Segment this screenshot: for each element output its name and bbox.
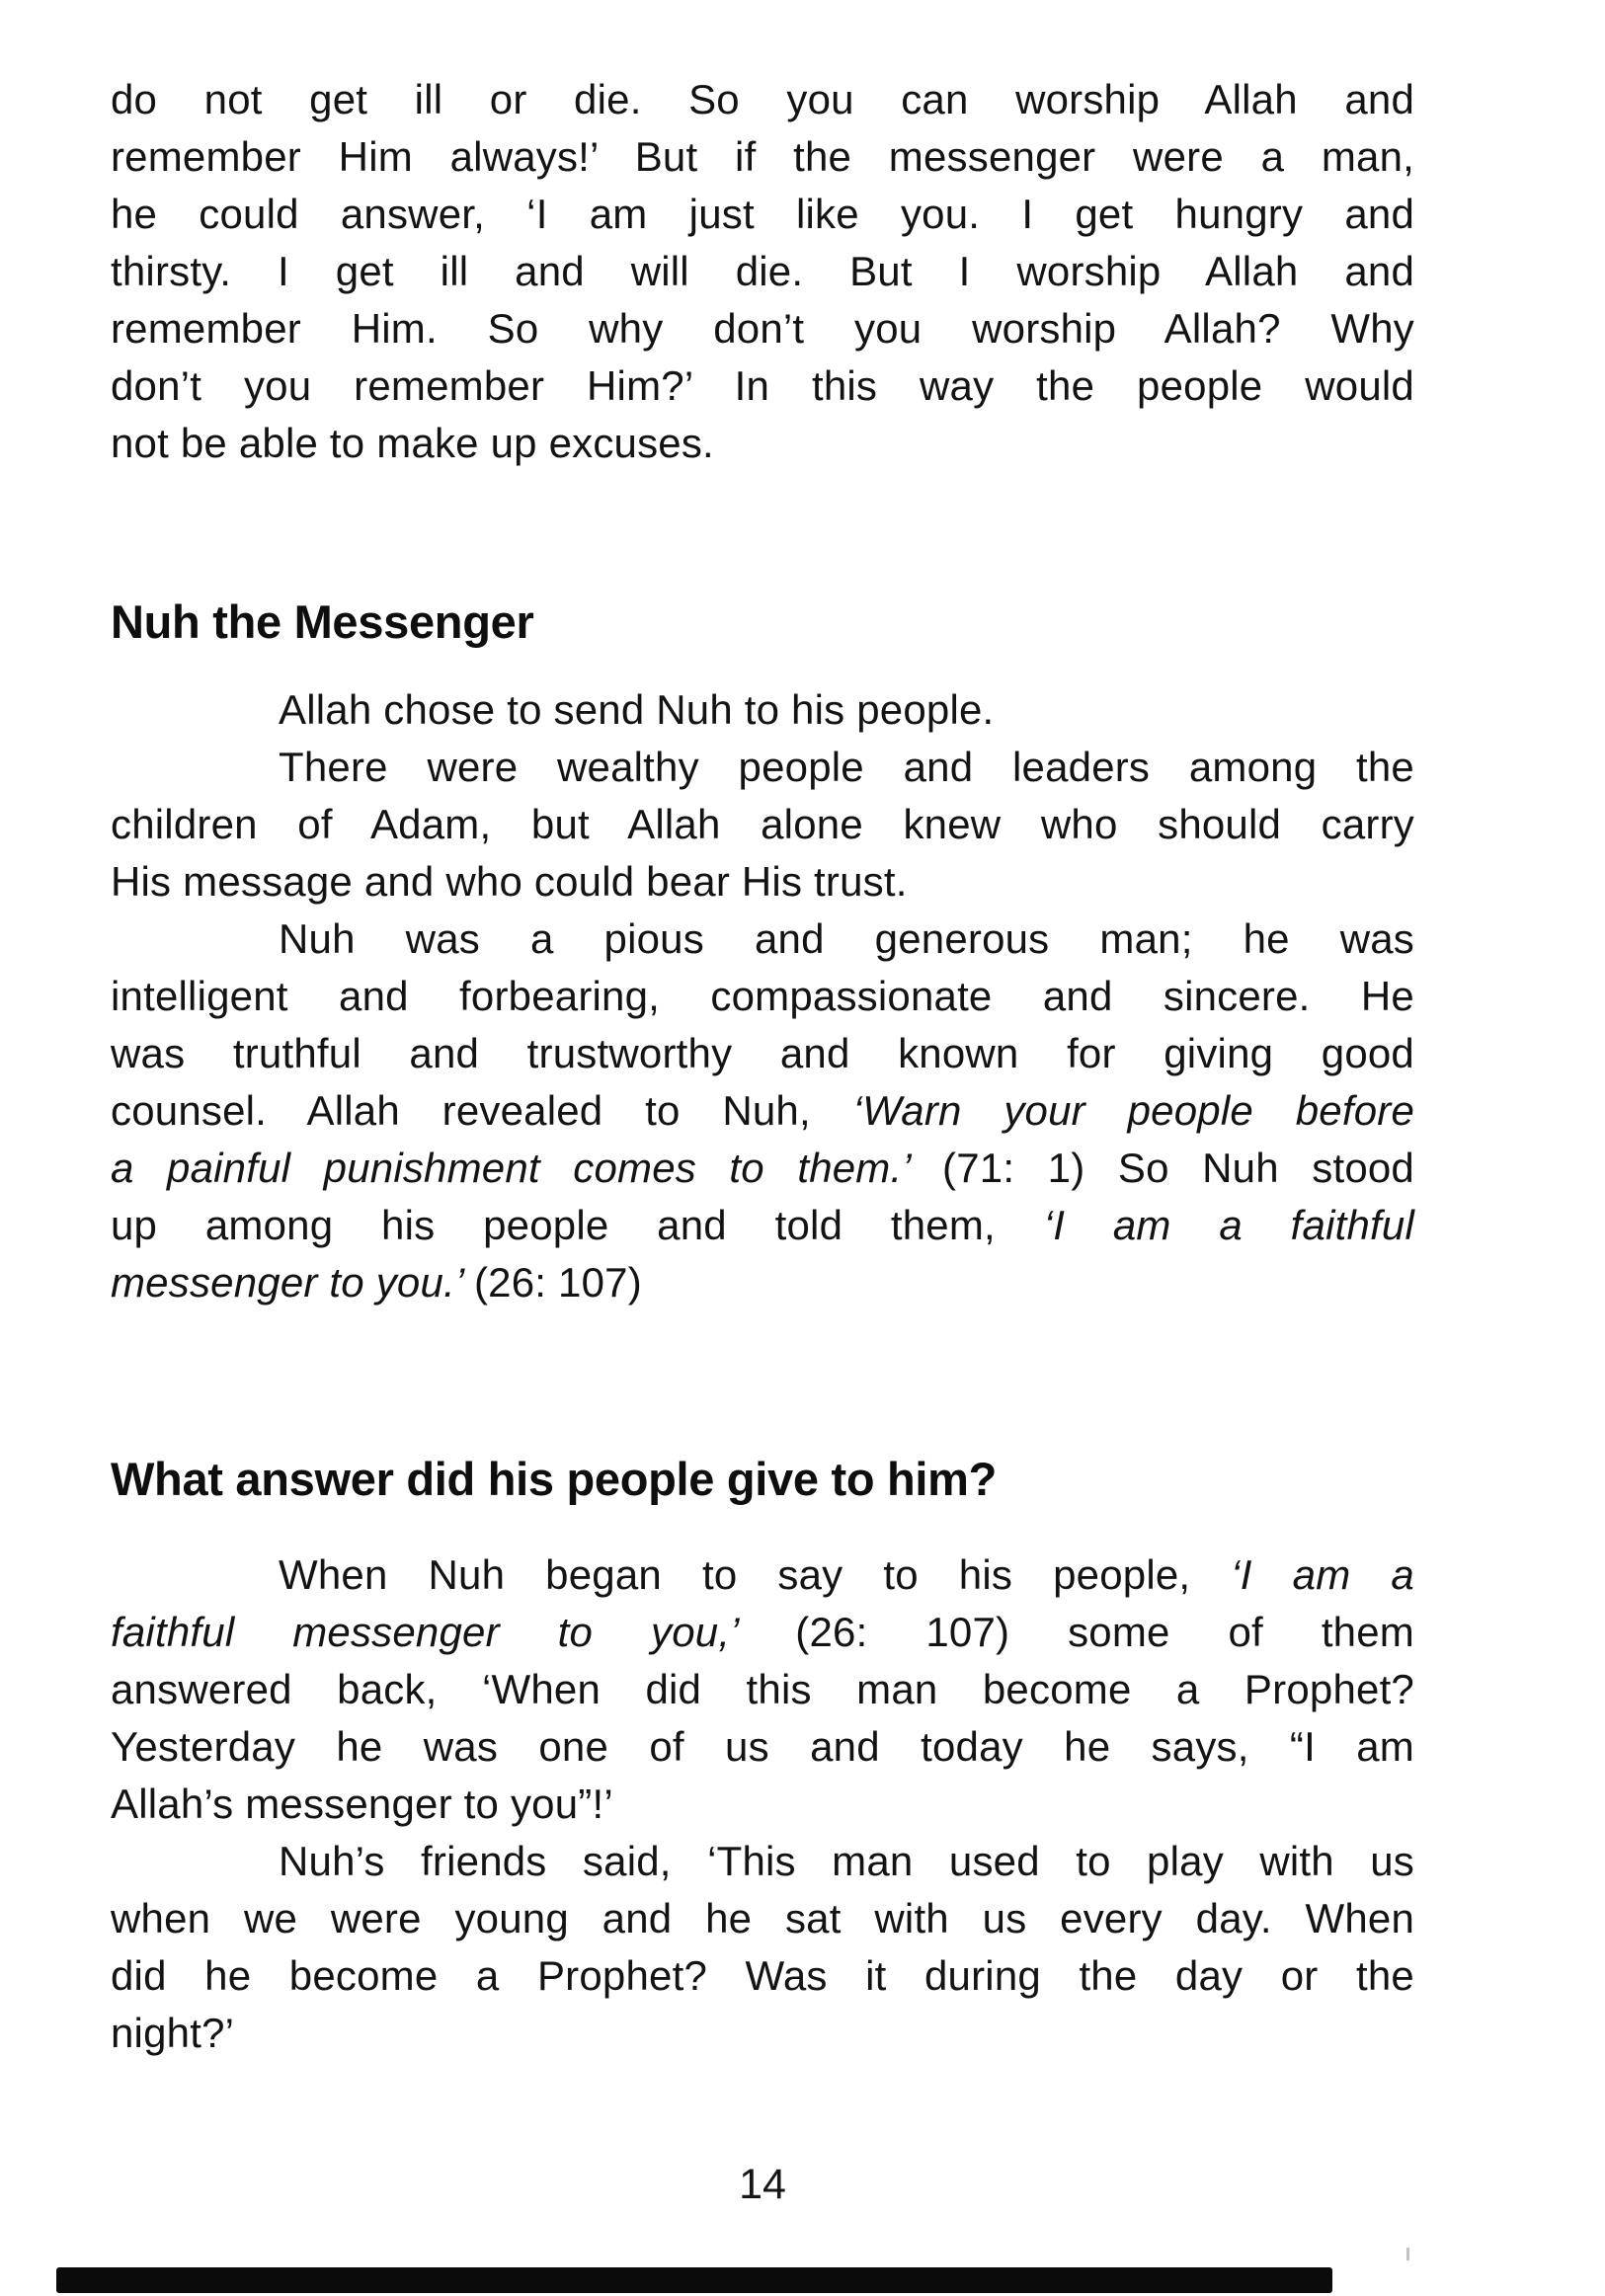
text-segment: thirsty. I get ill and will die. But I worship Allah and: [111, 248, 1414, 294]
scan-artifact-bar: [56, 2267, 1332, 2293]
text-segment: Allah chose to send Nuh to his people.: [279, 686, 995, 733]
text-line: [111, 1661, 1414, 1718]
text-line: [111, 739, 1414, 796]
text-line: [111, 1718, 1414, 1776]
text-segment: ‘I am a: [1231, 1551, 1414, 1598]
text-line: [111, 681, 1414, 739]
section-heading-answer: [111, 1450, 1414, 1509]
text-line: [111, 128, 1414, 186]
text-line: [111, 1833, 1414, 1890]
text-segment: When Nuh began to say to his people,: [279, 1551, 1232, 1598]
text-segment: was truthful and trustworthy and known for giving good: [111, 1030, 1414, 1076]
text-segment: remember Him always!’ But if the messenger were a man,: [111, 133, 1414, 180]
text-segment: do not get ill or die. So you can worship Allah and: [111, 76, 1414, 122]
text-line: [111, 1604, 1414, 1661]
text-segment: faithful messenger to you,’: [111, 1609, 796, 1655]
text-segment: ‘Warn your people before: [852, 1087, 1414, 1134]
page-number: 14: [739, 2161, 786, 2208]
text-segment: answered back, ‘When did this man become a Prophet?: [111, 1666, 1414, 1712]
text-line: [111, 357, 1414, 415]
text-line: [111, 1254, 1414, 1311]
text-line: [111, 300, 1414, 357]
text-line: [111, 1197, 1414, 1254]
text-line: [111, 968, 1414, 1025]
text-segment: ‘I am a faithful: [1043, 1202, 1415, 1248]
text-segment: don’t you remember Him?’ In this way the people would: [111, 362, 1414, 409]
text-segment: There were wealthy people and leaders among the: [279, 744, 1414, 790]
text-line: [111, 853, 1414, 910]
text-segment: a painful punishment comes to them.’: [111, 1145, 943, 1191]
text-segment: when we were young and he sat with us every day. When: [111, 1895, 1414, 1941]
text-line: [111, 796, 1414, 853]
text-line: [111, 1890, 1414, 1947]
text-line: [111, 1546, 1414, 1604]
text-line: [111, 1140, 1414, 1197]
intro-paragraph: [111, 71, 1414, 472]
text-line: [111, 186, 1414, 243]
text-segment: (71: 1) So Nuh stood: [942, 1145, 1414, 1191]
section-nuh-body: [111, 681, 1414, 1311]
text-segment: children of Adam, but Allah alone knew who should carry: [111, 801, 1414, 847]
text-segment: intelligent and forbearing, compassionate and sincere. He: [111, 973, 1414, 1019]
section-heading-nuh: [111, 593, 1414, 652]
text-segment: messenger to you.’: [111, 1259, 474, 1306]
text-segment: he could answer, ‘I am just like you. I get hungry and: [111, 191, 1414, 237]
scan-speck: [1406, 2248, 1409, 2260]
text-segment: counsel. Allah revealed to Nuh,: [111, 1087, 853, 1134]
text-segment: night?’: [111, 2010, 235, 2056]
text-segment: remember Him. So why don’t you worship Allah? Why: [111, 305, 1414, 352]
text-segment: up among his people and told them,: [111, 1202, 1044, 1248]
text-segment: Nuh was a pious and generous man; he was: [279, 915, 1414, 962]
heading-text: What answer did his people give to him?: [111, 1453, 998, 1505]
text-line: [111, 910, 1414, 968]
text-line: [111, 1776, 1414, 1833]
heading-text: Nuh the Messenger: [111, 595, 534, 648]
section-answer-body: [111, 1546, 1414, 2062]
text-segment: His message and who could bear His trust.: [111, 858, 908, 905]
text-line: [111, 2005, 1414, 2062]
text-line: [111, 1947, 1414, 2005]
text-line: [111, 1082, 1414, 1140]
text-segment: not be able to make up excuses.: [111, 420, 714, 466]
text-segment: did he become a Prophet? Was it during the day or the: [111, 1952, 1414, 1999]
text-line: [111, 1025, 1414, 1082]
text-segment: Yesterday he was one of us and today he says, “I am: [111, 1723, 1414, 1770]
text-line: [111, 243, 1414, 300]
text-segment: Allah’s messenger to you”!’: [111, 1781, 613, 1827]
text-line: [111, 415, 1414, 472]
text-line: [111, 71, 1414, 128]
text-segment: (26: 107) some of them: [795, 1609, 1414, 1655]
text-segment: Nuh’s friends said, ‘This man used to play with us: [279, 1838, 1414, 1884]
text-segment: (26: 107): [474, 1259, 642, 1306]
